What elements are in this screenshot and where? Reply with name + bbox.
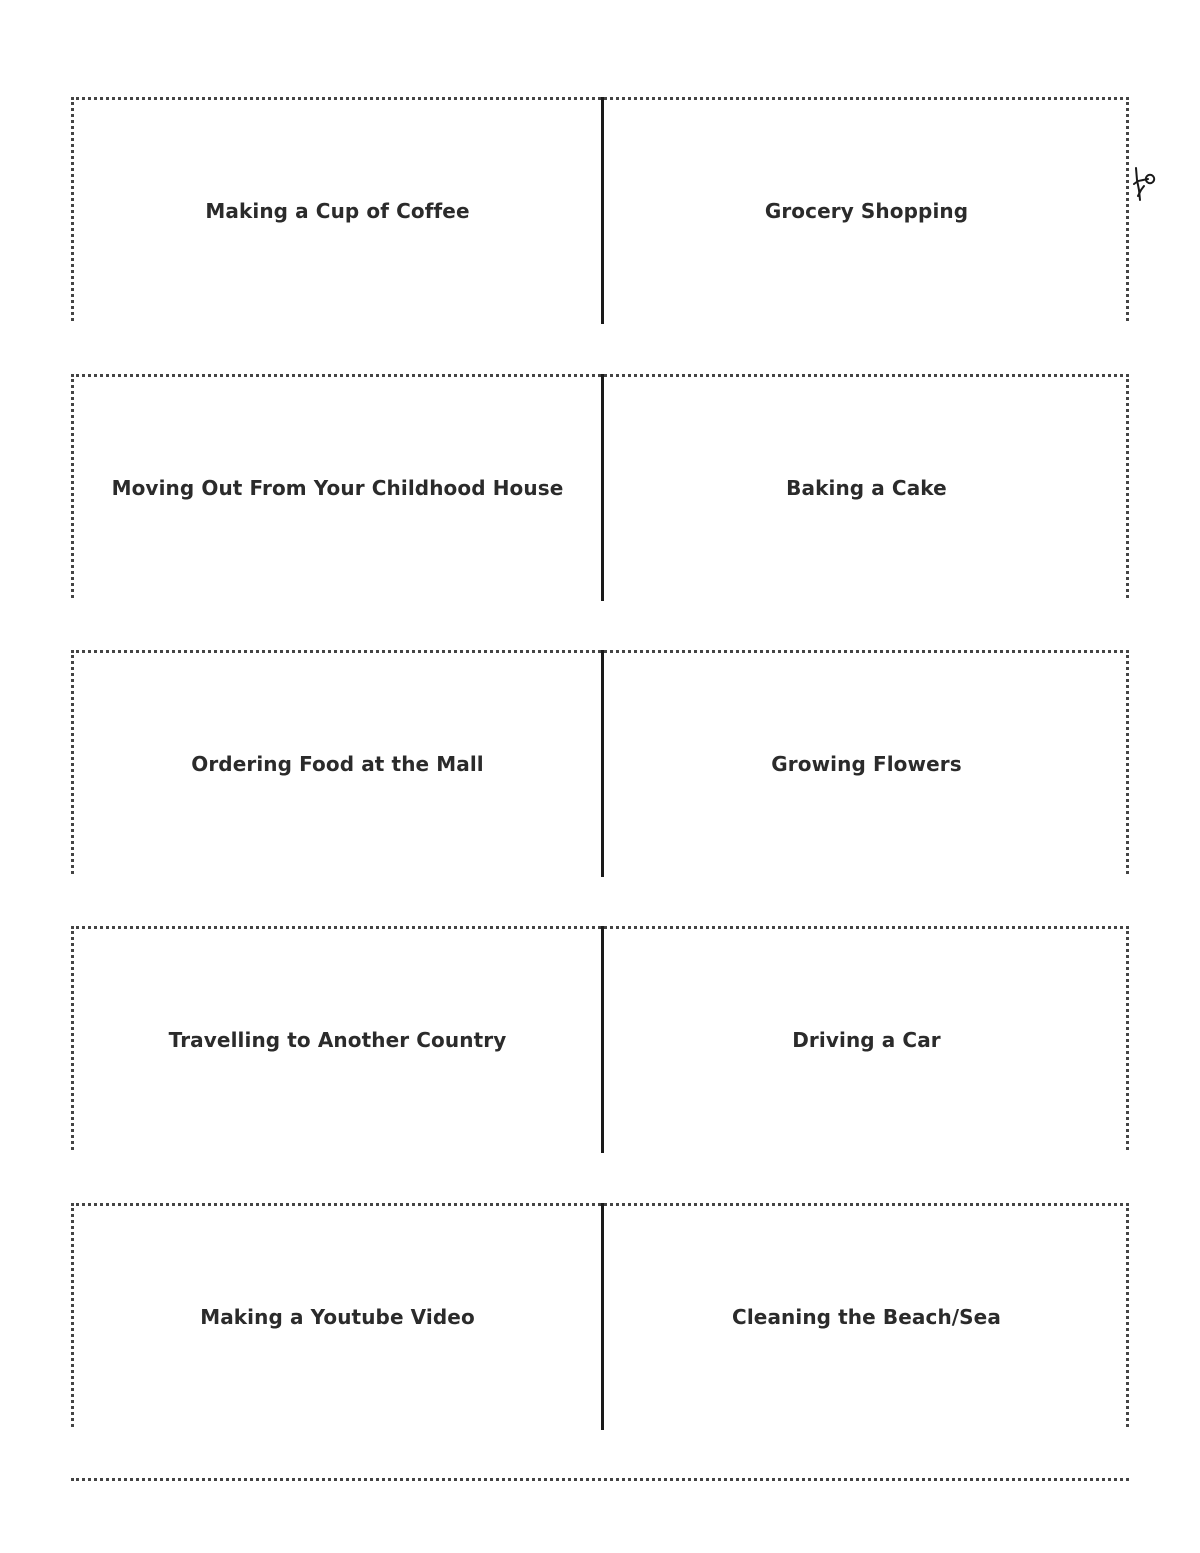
card-label: Ordering Food at the Mall	[191, 751, 484, 776]
card-label: Driving a Car	[792, 1027, 941, 1052]
card	[604, 1206, 1129, 1427]
scissors-icon	[1124, 166, 1158, 206]
card	[604, 377, 1129, 598]
card-row-2	[71, 374, 1129, 598]
card-label: Moving Out From Your Childhood House	[111, 475, 564, 500]
card-label: Grocery Shopping	[764, 198, 969, 223]
card-label: Making a Youtube Video	[200, 1304, 475, 1329]
card	[604, 929, 1129, 1150]
card-row-4	[71, 926, 1129, 1150]
card-label: Baking a Cake	[786, 475, 947, 500]
card	[74, 377, 601, 598]
card-label: Making a Cup of Coffee	[205, 198, 470, 223]
card-row-1	[71, 97, 1129, 321]
bottom-cut-line	[71, 1478, 1129, 1481]
card	[604, 653, 1129, 874]
card-label: Cleaning the Beach/Sea	[732, 1304, 1001, 1329]
card-label: Growing Flowers	[771, 751, 962, 776]
card	[604, 100, 1129, 321]
card	[74, 929, 601, 1150]
card	[74, 100, 601, 321]
card	[74, 1206, 601, 1427]
card-label: Travelling to Another Country	[168, 1027, 507, 1052]
card-row-3	[71, 650, 1129, 874]
card	[74, 653, 601, 874]
card-row-5	[71, 1203, 1129, 1427]
